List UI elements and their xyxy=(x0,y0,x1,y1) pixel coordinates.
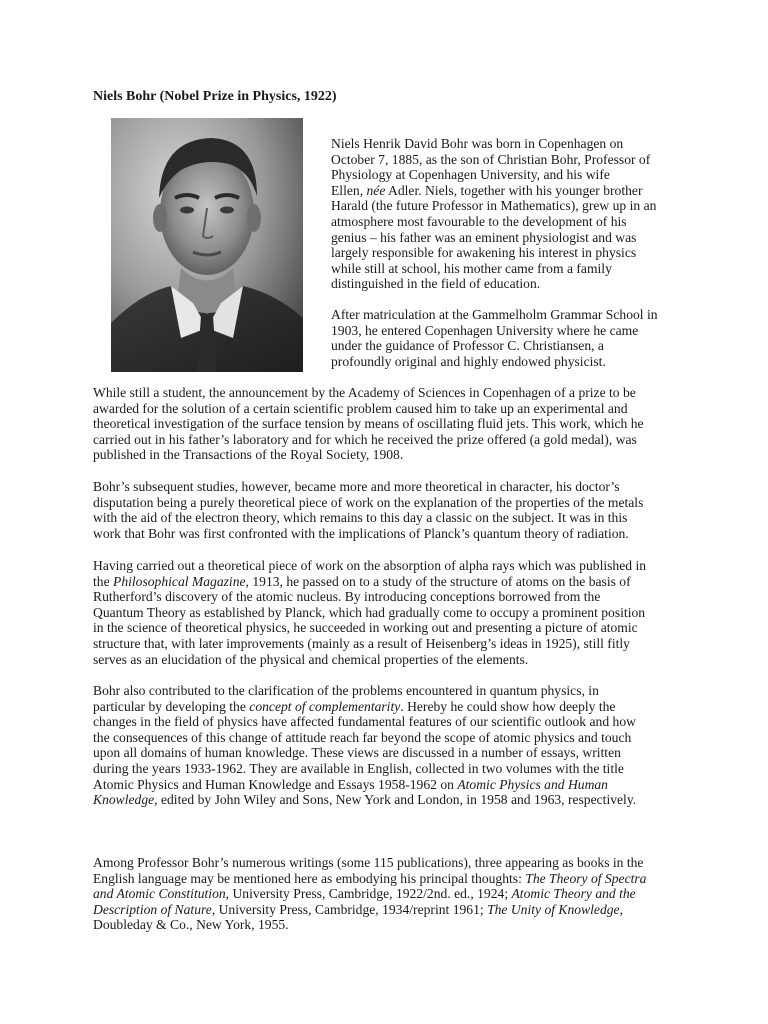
paragraph-student-prize: While still a student, the announcement by the Academy of Sciences in Copenhagen of a prize to be awarded for the solution of a certain scientific problem caused him to take up an experimental and theoretical investigation of the surface tension by means of oscillating fluid jets. This work, which he carried out in his father’s laboratory and for which he received the prize offered (a gold medal), was published in the Transactions of the Royal Society, 1908. xyxy=(93,385,644,463)
paragraph-atomic-structure: Having carried out a theoretical piece of work on the absorption of alpha rays which was published in the Philosophical Magazine, 1913, he passed on to a study of the structure of atoms on the basis of Rutherford’s discovery of the atomic nucleus. By introducing conceptions borrowed from the Quantum Theory as established by Planck, which had gradually come to occupy a prominent position in the science of theoretical physics, he succeeded in working out and presenting a picture of atomic structure that, with later improvements (mainly as a result of Heisenberg’s ideas in 1925), still fitly serves as an elucidation of the physical and chemical properties of the elements. xyxy=(93,558,647,667)
page-title: Niels Bohr (Nobel Prize in Physics, 1922) xyxy=(93,89,337,104)
intro-column xyxy=(331,136,676,384)
paragraph-writings: Among Professor Bohr’s numerous writings (some 115 publications), three appearing as books in the English language may be mentioned here as embodying his principal thoughts: The Theory of Spectra and Atomic Constitution, University Press, Cambridge, 1922/2nd. ed., 1924; Atomic Theory and the Description of Nature, University Press, Cambridge, 1934/reprint 1961; The Unity of Knowledge, Doubleday & Co., New York, 1955. xyxy=(93,855,647,933)
paragraph-complementarity: Bohr also contributed to the clarification of the problems encountered in quantum physics, in particular by developing the concept of complementarity. Hereby he could show how deeply the changes in the field of physics have affected fundamental features of our scientific outlook and how the consequences of this change of attitude reach far beyond the scope of atomic physics and touch upon all domains of human knowledge. These views are discussed in a number of essays, written during the years 1933-1962. They are available in English, collected in two volumes with the title Atomic Physics and Human Knowledge and Essays 1958-1962 on Atomic Physics and Human Knowledge, edited by John Wiley and Sons, New York and London, in 1958 and 1963, respectively. xyxy=(93,683,637,808)
portrait-photo xyxy=(111,118,303,372)
paragraph-doctoral-studies: Bohr’s subsequent studies, however, became more and more theoretical in character, his doctor’s disputation being a purely theoretical piece of work on the explanation of the properties of the metals with the aid of the electron theory, which remains to this day a classic on the subject. It was in this work that Bohr was first confronted with the implications of Planck’s quantum theory of radiation. xyxy=(93,479,644,541)
intro-paragraph-birth: Niels Henrik David Bohr was born in Copenhagen on October 7, 1885, as the son of Christian Bohr, Professor of Physiology at Copenhagen University, and his wife Ellen, née Adler. Niels, together with his younger brother Harald (the future Professor in Mathematics), grew up in an atmosphere most favourable to the development of his genius – his father was an eminent physiologist and was largely responsible for awakening his interest in physics while still at school, his mother came from a family distinguished in the field of education. xyxy=(331,136,657,292)
intro-paragraph-education: After matriculation at the Gammelholm Grammar School in 1903, he entered Copenhagen University where he came under the guidance of Professor C. Christiansen, a profoundly original and highly endowed physicist. xyxy=(331,306,658,369)
